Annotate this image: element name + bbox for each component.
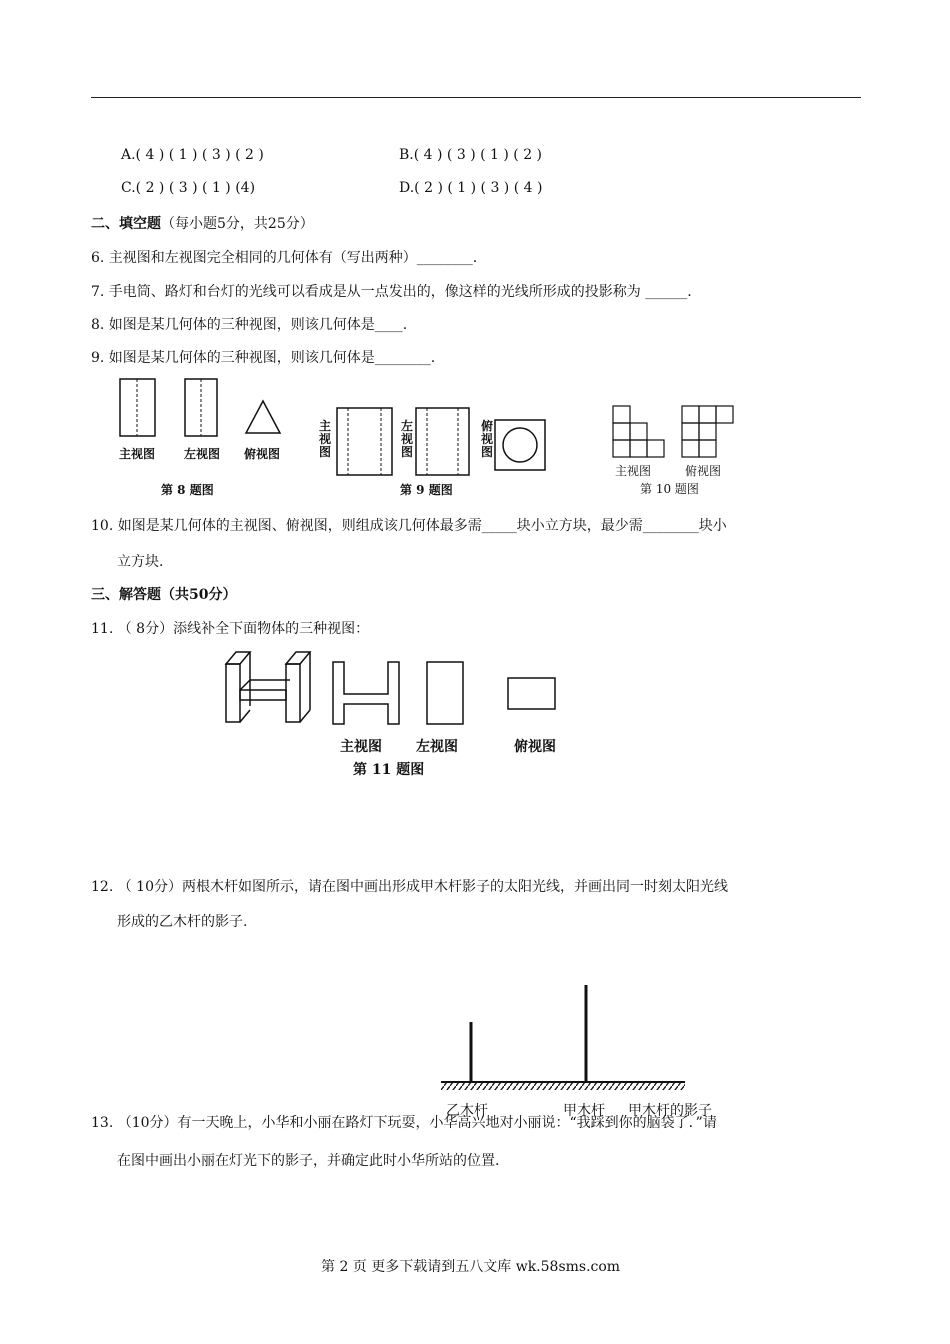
question-9: 9. 如图是某几何体的三种视图，则该几何体是________. [91, 350, 436, 366]
fig10-label-top: 俯视图 [685, 464, 722, 478]
section-2-note: （每小题5分，共25分） [161, 216, 314, 232]
fig11-side-view [427, 662, 463, 724]
section-3-title: 三、解答题（共50分） [91, 587, 237, 603]
fig9-front-rect [337, 408, 392, 475]
fig8-label-side: 左视图 [184, 447, 221, 461]
fig9-side-rect [416, 408, 469, 475]
fig8-side-rect [185, 379, 217, 436]
fig9-top-circle [503, 428, 537, 462]
fig9-caption: 第 9 题图 [400, 483, 453, 497]
section-2-title: 二、填空题 [91, 216, 161, 232]
fig10-top-view [682, 406, 733, 457]
fig11-label-side: 左视图 [416, 739, 458, 755]
fig9-label-side: 左视图 [400, 419, 413, 459]
fig11-front-view [333, 662, 399, 724]
fig8-label-front: 主视图 [119, 447, 156, 461]
figure-11-drawing [220, 648, 560, 733]
figure-8-drawing [115, 375, 295, 445]
fig10-caption: 第 10 题图 [640, 482, 699, 496]
question-13-line-1: 13. （10分）有一天晚上，小华和小丽在路灯下玩耍，小华高兴地对小丽说：“我踩到你的脑袋了．”请 [91, 1115, 717, 1131]
question-10-line-1: 10. 如图是某几何体的主视图、俯视图，则组成该几何体最多需_____块小立方块，最少需________块小 [91, 518, 727, 534]
fig8-top-triangle [246, 401, 280, 433]
fig12-label-yi: 乙木杆 [446, 1103, 488, 1119]
figure-10-drawing [610, 402, 740, 462]
fig12-label-jia: 甲木杆 [563, 1103, 605, 1119]
question-12-line-2: 形成的乙木杆的影子. [117, 914, 248, 930]
figure-9-drawing [330, 405, 555, 480]
option-c: C.( 2 ) ( 3 ) ( 1 ) (4) [121, 180, 256, 196]
question-13-line-2: 在图中画出小丽在灯光下的影子，并确定此时小华所站的位置. [117, 1153, 500, 1169]
fig9-label-front: 主视图 [318, 419, 331, 459]
option-b: B.( 4 ) ( 3 ) ( 1 ) ( 2 ) [399, 147, 543, 163]
fig8-front-rect [120, 379, 155, 436]
fig11-label-front: 主视图 [340, 739, 382, 755]
option-a: A.( 4 ) ( 1 ) ( 3 ) ( 2 ) [121, 147, 264, 163]
fig8-caption: 第 8 题图 [161, 483, 214, 497]
question-6: 6. 主视图和左视图完全相同的几何体有（写出两种）________. [91, 250, 478, 266]
fig8-label-top: 俯视图 [244, 447, 281, 461]
question-7: 7. 手电筒、路灯和台灯的光线可以看成是从一点发出的，像这样的光线所形成的投影称为 ______. [91, 284, 692, 300]
ground-hatch [441, 1082, 685, 1090]
figure-12-drawing [438, 982, 688, 1092]
fig10-label-front: 主视图 [615, 464, 652, 478]
section-2-heading [91, 213, 314, 233]
question-11: 11. （ 8分）添线补全下面物体的三种视图： [91, 621, 370, 637]
fig11-3d-object [226, 652, 310, 722]
header-rule [91, 97, 861, 98]
fig11-label-top: 俯视图 [514, 739, 556, 755]
page-footer: 第 2 页 更多下载请到五八文库 wk.58sms.com [321, 1259, 621, 1275]
fig10-front-view [613, 406, 664, 457]
fig12-label-shadow: 甲木杆的影子 [628, 1103, 712, 1119]
fig11-top-view [508, 678, 555, 709]
question-12-line-1: 12. （ 10分）两根木杆如图所示，请在图中画出形成甲木杆影子的太阳光线，并画出同一时刻太阳光线 [91, 879, 728, 895]
option-d: D.( 2 ) ( 1 ) ( 3 ) ( 4 ) [399, 180, 543, 196]
question-10-line-2: 立方块. [117, 554, 164, 570]
fig9-label-top: 俯视图 [480, 419, 493, 459]
question-8: 8. 如图是某几何体的三种视图，则该几何体是____. [91, 317, 408, 333]
fig11-caption: 第 11 题图 [353, 762, 425, 778]
